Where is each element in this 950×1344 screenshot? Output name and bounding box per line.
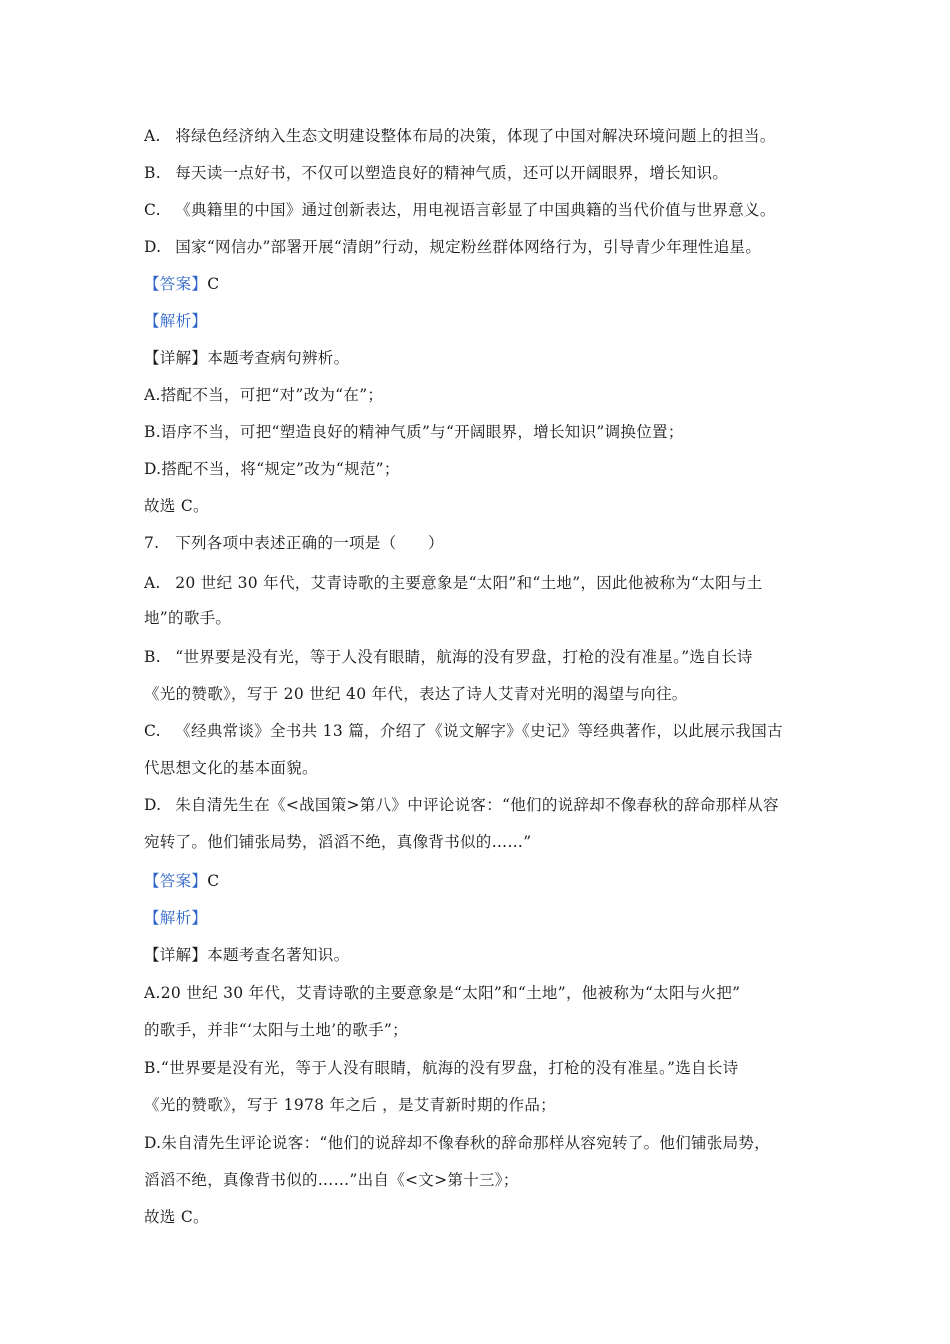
option-text: 《典籍里的中国》通过创新表达，用电视语言彰显了中国典籍的当代价值与世界意义。 [175,201,776,219]
q6-option-b [144,162,824,184]
q7-option-b-line2: 《光的赞歌》，写于 20 世纪 40 年代，表达了诗人艾青对光明的渴望与向往。 [144,685,688,703]
option-letter: B. [144,164,161,182]
option-letter: C. [144,722,161,740]
q7-explanation-d-line2: 滔滔不绝，真像背书似的……”出自《<文>第十三》； [144,1171,519,1189]
q7-explanation-b-line1: B.“世界要是没有光，等于人没有眼睛，航海的没有罗盘，打枪的没有准星。”选自长诗 [144,1059,739,1077]
option-letter: A. [144,127,161,145]
q6-option-a [144,125,824,147]
option-text: 《经典常谈》全书共 13 篇，介绍了《说文解字》《史记》等经典著作，以此展示我国古 [175,722,783,740]
q7-option-d-line2: 宛转了。他们铺张局势，滔滔不绝，真像背书似的……” [144,833,532,851]
q7-option-a-line2: 地”的歌手。 [144,609,232,627]
answer-label: 【答案】 [144,872,208,890]
q7-explanation-d-line1: D.朱自清先生评论说客：“他们的说辞却不像春秋的辞命那样从容宛转了。他们铺张局势， [144,1134,771,1152]
option-letter: D. [144,238,162,256]
q7-analysis-label: 【解析】 [144,909,208,927]
detail-intro: 本题考查名著知识。 [207,946,350,964]
q6-answer [144,273,824,295]
q7-option-c-line1 [144,720,824,742]
answer-label: 【答案】 [144,275,208,293]
q6-option-d [144,236,824,258]
q7-option-a-line1 [144,572,824,594]
option-letter: D. [144,796,162,814]
q7-explanation-a-line2: 的歌手，并非“‘太阳与土地’的歌手”； [144,1021,408,1039]
q6-conclusion: 故选 C。 [144,497,209,515]
option-text: 每天读一点好书，不仅可以塑造良好的精神气质，还可以开阔眼界，增长知识。 [175,164,729,182]
q6-explanation-a: A.搭配不当，可把“对”改为“在”； [144,386,384,404]
q7-answer [144,870,824,892]
option-text: 朱自清先生在《<战国策>第八》中评论说客：“他们的说辞却不像春秋的辞命那样从容 [175,796,779,814]
option-text: 将绿色经济纳入生态文明建设整体布局的决策，体现了中国对解决环境问题上的担当。 [175,127,776,145]
q7-explanation-a-line1: A.20 世纪 30 年代，艾青诗歌的主要意象是“太阳”和“土地”，他被称为“太阳与火把” [144,984,741,1002]
q6-detail [144,347,824,369]
answer-value: C [207,275,220,293]
q6-explanation-b: B.语序不当，可把“塑造良好的精神气质”与“开阔眼界，增长知识”调换位置； [144,423,684,441]
answer-value: C [207,872,220,890]
option-letter: B. [144,648,161,666]
q7-option-c-line2: 代思想文化的基本面貌。 [144,759,318,777]
q6-explanation-d: D.搭配不当，将“规定”改为“规范”； [144,460,400,478]
detail-intro: 本题考查病句辨析。 [207,349,350,367]
q6-analysis-label: 【解析】 [144,312,208,330]
option-text: “世界要是没有光，等于人没有眼睛，航海的没有罗盘，打枪的没有准星。”选自长诗 [175,648,753,666]
option-letter: C. [144,201,161,219]
q7-option-b-line1 [144,646,824,668]
detail-label: 【详解】 [144,349,208,367]
q7-conclusion: 故选 C。 [144,1208,209,1226]
detail-label: 【详解】 [144,946,208,964]
option-text: 国家“网信办”部署开展“清朗”行动，规定粉丝群体网络行为，引导青少年理性追星。 [175,238,762,256]
option-text: 20 世纪 30 年代，艾青诗歌的主要意象是“太阳”和“土地”，因此他被称为“太阳与土 [175,574,763,592]
q7-explanation-b-line2: 《光的赞歌》，写于 1978 年之后 ，是艾青新时期的作品； [144,1096,556,1114]
option-letter: A. [144,574,161,592]
q6-option-c [144,199,824,221]
q7-detail [144,944,824,966]
q7-option-d-line1 [144,794,824,816]
q7-stem: 7. 下列各项中表述正确的一项是（ ） [144,534,444,552]
